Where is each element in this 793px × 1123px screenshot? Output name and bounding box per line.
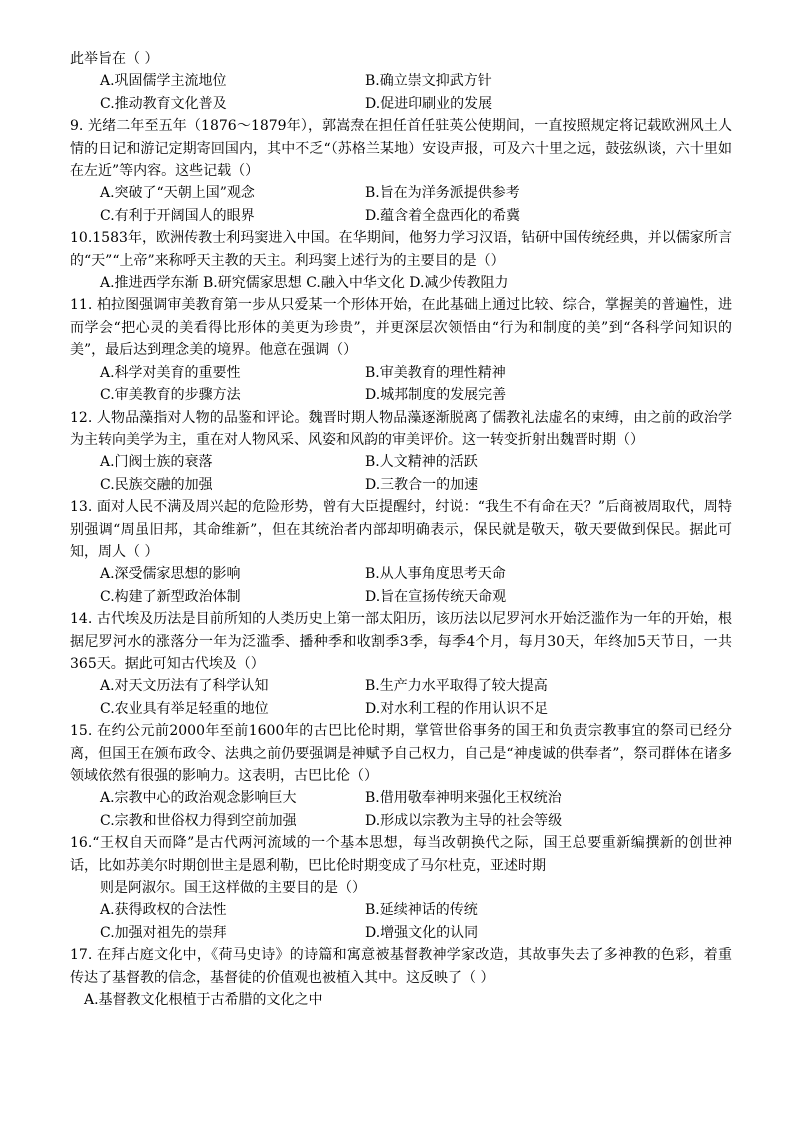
option-a[interactable]: A.突破了“天朝上国”观念: [100, 185, 255, 202]
question-16: [70, 832, 732, 944]
option-d[interactable]: D.三教合一的加速: [365, 476, 479, 493]
option-d[interactable]: D.对水利工程的作用认识不足: [365, 700, 549, 717]
question-10-stem: 10.1583年，欧洲传教士利玛窦进入中国。在华期间，他努力学习汉语，钻研中国传统经典，并以儒家所言的“天”“上帝”来称呼天主教的天主。利玛窦上述行为的主要目的是（）: [70, 230, 732, 269]
question-12-options: [70, 451, 732, 496]
question-15-stem: 15. 在约公元前2000年至前1600年的古巴比伦时期，掌管世俗事务的国王和负责宗教事宜的祭司已经分离，但国王在颁布政令、法典之前仍要强调是神赋予自己权力，自己是“神虔诚的供奉者”，祭司群体在诸多领域依然有很强的影响力。这表明，古巴比伦（）: [70, 723, 732, 784]
option-a[interactable]: A.宗教中心的政治观念影响巨大: [100, 790, 297, 807]
option-b[interactable]: B.从人事角度思考天命: [365, 566, 506, 583]
option-d[interactable]: D.城邦制度的发展完善: [365, 387, 507, 404]
option-c[interactable]: C.构建了新型政治体制: [100, 588, 241, 605]
option-a[interactable]: A.获得政权的合法性: [100, 902, 227, 919]
question-8: [70, 48, 732, 115]
question-16-stem-tail: 则是阿淑尔。国王这样做的主要目的是（）: [100, 880, 366, 897]
option-c[interactable]: C.农业具有举足轻重的地位: [100, 700, 269, 717]
question-13-options: [70, 563, 732, 608]
question-17: [70, 944, 732, 1011]
option-d[interactable]: D.增强文化的认同: [365, 924, 479, 941]
question-9: [70, 115, 732, 227]
question-13: [70, 496, 732, 608]
question-9-stem: 9. 光绪二年至五年（1876～1879年），郭嵩焘在担任首任驻英公使期间，一直按照规定将记载欧洲风土人情的日记和游记定期寄回国内，其中不乏“（苏格兰某地）安设声报，可及六十里之远，鼓弦纵谈，六十里如在左近”等内容。这些记载（）: [70, 118, 732, 180]
option-b[interactable]: B.生产力水平取得了较大提高: [365, 678, 548, 695]
option-c[interactable]: C.有利于开阔国人的眼界: [100, 207, 255, 224]
option-a[interactable]: A.深受儒家思想的影响: [100, 566, 241, 583]
question-11-options: [70, 362, 732, 407]
question-16-stem-main: 16.“王权自天而降”是古代两河流域的一个基本思想，每当改朝换代之际，国王总要重新编撰新的创世神话，比如苏美尔时期创世主是恩利勒，巴比伦时期变成了马尔杜克，亚述时期: [70, 835, 732, 874]
option-b[interactable]: B.延续神话的传统: [365, 902, 478, 919]
question-14-options: [70, 675, 732, 720]
question-10-options[interactable]: A.推进西学东渐 B.研究儒家思想 C.融入中华文化 D.减少传教阻力: [100, 275, 509, 292]
option-b[interactable]: B.审美教育的理性精神: [365, 364, 506, 381]
option-a[interactable]: A.门阀士族的衰落: [100, 454, 213, 471]
option-c[interactable]: C.审美教育的步骤方法: [100, 387, 241, 404]
question-12: [70, 407, 732, 497]
option-b[interactable]: B.旨在为洋务派提供参考: [365, 185, 520, 202]
option-a[interactable]: A.科学对美育的重要性: [100, 364, 241, 381]
question-12-stem: 12. 人物品藻指对人物的品鉴和评论。魏晋时期人物品藻逐渐脱离了儒教礼法虚名的束缚，由之前的政治学为主转向美学为主，重在对人物风采、风姿和风韵的审美评价。这一转变折射出魏晋时期（）: [70, 409, 732, 448]
question-14-stem: 14. 古代埃及历法是目前所知的人类历史上第一部太阳历，该历法以尼罗河水开始泛滥作为一年的开始，根据尼罗河水的涨落分一年为泛滥季、播种季和收割季3季，每季4个月，每月30天，年终加5天节日，一共365天。据此可知古代埃及（）: [70, 611, 732, 672]
option-a[interactable]: A.对天文历法有了科学认知: [100, 678, 269, 695]
exam-page: [70, 48, 732, 1011]
question-10: [70, 227, 732, 294]
question-11-stem: 11. 柏拉图强调审美教育第一步从只爱某一个形体开始，在此基础上通过比较、综合，掌握美的普遍性，进而学会“把心灵的美看得比形体的美更为珍贵”，并更深层次领悟由“行为和制度的美”到“各科学问知识的美”，最后达到理念美的境界。他意在强调（）: [70, 297, 732, 359]
option-b[interactable]: B.确立崇文抑武方针: [365, 73, 492, 90]
option-c[interactable]: C.民族交融的加强: [100, 476, 213, 493]
option-d[interactable]: D.旨在宣扬传统天命观: [365, 588, 507, 605]
question-15: [70, 720, 732, 832]
question-13-stem: 13. 面对人民不满及周兴起的危险形势，曾有大臣提醒纣，纣说：“我生不有命在天？”后商被周取代，周特别强调“周虽旧邦，其命维新”，但在其统治者内部却明确表示，保民就是敬天，敬天要做到保民。据此可知，周人（ ）: [70, 499, 732, 560]
question-16-options: [70, 899, 732, 944]
question-11: [70, 294, 732, 406]
option-c[interactable]: C.推动教育文化普及: [100, 95, 227, 112]
question-16-stem: [70, 832, 732, 899]
option-c[interactable]: C.宗教和世俗权力得到空前加强: [100, 812, 297, 829]
question-9-options: [70, 182, 732, 227]
option-b[interactable]: B.借用敬奉神明来强化王权统治: [365, 790, 562, 807]
question-8-stem-tail: 此举旨在（ ）: [70, 51, 159, 67]
question-14: [70, 608, 732, 720]
option-d[interactable]: D.促进印刷业的发展: [365, 95, 493, 112]
option-b[interactable]: B.人文精神的活跃: [365, 454, 478, 471]
option-d[interactable]: D.形成以宗教为主导的社会等级: [365, 812, 563, 829]
option-d[interactable]: D.蕴含着全盘西化的希冀: [365, 207, 521, 224]
question-8-options: [70, 70, 732, 115]
question-17-stem: 17. 在拜占庭文化中，《荷马史诗》的诗篇和寓意被基督教神学家改造，其故事失去了多神教的色彩，着重传达了基督教的信念，基督徒的价值观也被植入其中。这反映了（ ）: [70, 947, 732, 986]
option-a[interactable]: A.基督教文化根植于古希腊的文化之中: [84, 992, 323, 1009]
option-a[interactable]: A.巩固儒学主流地位: [100, 73, 227, 90]
option-c[interactable]: C.加强对祖先的崇拜: [100, 924, 227, 941]
question-15-options: [70, 787, 732, 832]
